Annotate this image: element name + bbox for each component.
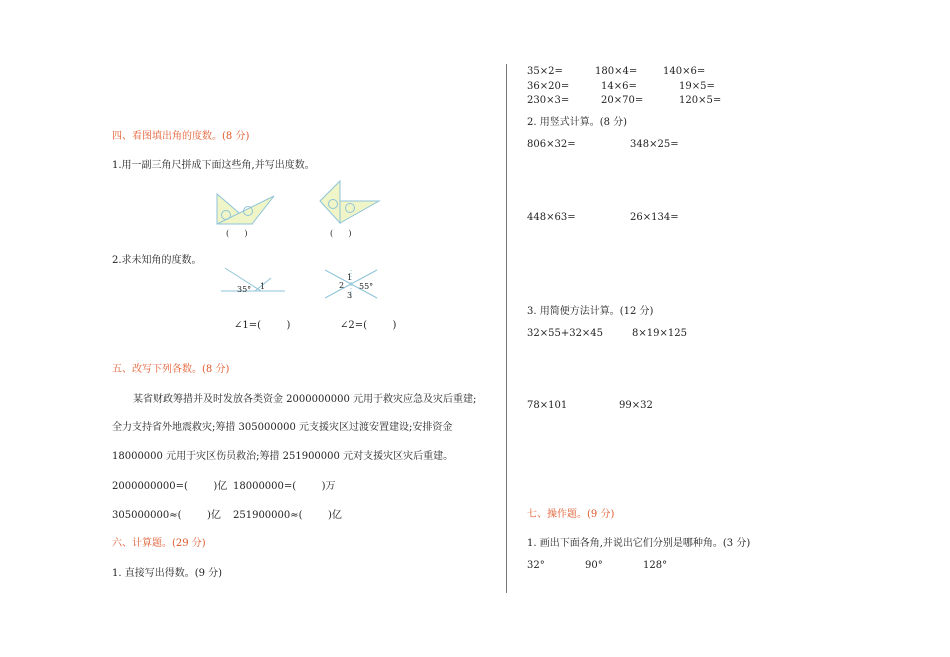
s6-question-1: 1. 直接写出得数。(9 分): [112, 568, 223, 579]
vertical-calc-title: 2. 用竖式计算。(8 分): [527, 117, 628, 128]
fig2-label-3: 3: [347, 291, 353, 300]
column-divider: [506, 64, 507, 593]
section-5-title: 五、改写下列各数。(8 分): [112, 364, 230, 375]
s5-rewrite-3: 305000000≈( )亿: [112, 510, 221, 521]
oral-calc-item: 180×4=: [595, 66, 638, 77]
s5-paragraph-line-1: 某省财政筹措并及时发放各类资金 2000000000 元用于救灾应急及灾后重建;: [133, 394, 477, 405]
vertical-calc-item: 348×25=: [630, 139, 679, 150]
triangle-ruler-figure-2: [318, 179, 382, 225]
s4-question-1: 1.用一副三角尺拼成下面这些角,并写出度数。: [112, 160, 315, 171]
simple-calc-title: 3. 用简便方法计算。(12 分): [527, 306, 654, 317]
simple-calc-item: 8×19×125: [632, 328, 687, 339]
triangle-ruler-figure-1: [214, 192, 278, 228]
angle-to-draw: 128°: [643, 560, 668, 571]
s4-answer-1: ∠1=( ): [234, 320, 291, 331]
angle-figure-1: [219, 266, 289, 296]
angle-to-draw: 32°: [527, 560, 545, 571]
vertical-calc-item: 448×63=: [527, 212, 576, 223]
fig2-angle-label: 55°: [359, 282, 374, 291]
s4-question-2: 2.求未知角的度数。: [112, 255, 202, 266]
fig2-label-2: 2: [339, 281, 345, 290]
s4-answer-2: ∠2=( ): [340, 320, 397, 331]
s5-rewrite-1: 2000000000=( )亿: [112, 481, 228, 492]
s5-rewrite-4: 251900000≈( )亿: [233, 510, 342, 521]
s5-paragraph-line-2: 全力支持省外地震救灾;筹措 305000000 元支援灾区过渡安置建设;安排资金: [112, 422, 453, 433]
section-6-title: 六、计算题。(29 分): [112, 538, 206, 549]
fig2-label-1: 1: [347, 273, 353, 282]
oral-calc-item: 35×2=: [527, 66, 563, 77]
oral-calc-item: 20×70=: [601, 95, 644, 106]
s7-question-1: 1. 画出下面各角,并说出它们分别是哪种角。(3 分): [527, 538, 751, 549]
fig1-unknown-label: 1: [260, 282, 266, 291]
s4-blank-2: ( ): [330, 229, 352, 238]
oral-calc-item: 120×5=: [679, 95, 722, 106]
simple-calc-item: 32×55+32×45: [527, 328, 604, 339]
simple-calc-item: 99×32: [619, 400, 653, 411]
s5-paragraph-line-3: 18000000 元用于灾区伤员救治;筹措 251900000 元对支援灾区灾后重建。: [112, 451, 454, 462]
oral-calc-item: 230×3=: [527, 95, 570, 106]
oral-calc-item: 19×5=: [679, 81, 715, 92]
fig1-angle-label: 35°: [237, 285, 252, 294]
oral-calc-item: 36×20=: [527, 81, 570, 92]
section-4-title: 四、看图填出角的度数。(8 分): [112, 131, 250, 142]
s5-rewrite-2: 18000000=( )万: [233, 481, 336, 492]
vertical-calc-item: 26×134=: [630, 212, 679, 223]
section-7-title: 七、操作题。(9 分): [527, 509, 615, 520]
vertical-calc-item: 806×32=: [527, 139, 576, 150]
angle-to-draw: 90°: [585, 560, 603, 571]
s4-blank-1: ( ): [226, 229, 248, 238]
oral-calc-item: 14×6=: [601, 81, 637, 92]
oral-calc-item: 140×6=: [663, 66, 706, 77]
simple-calc-item: 78×101: [527, 400, 568, 411]
